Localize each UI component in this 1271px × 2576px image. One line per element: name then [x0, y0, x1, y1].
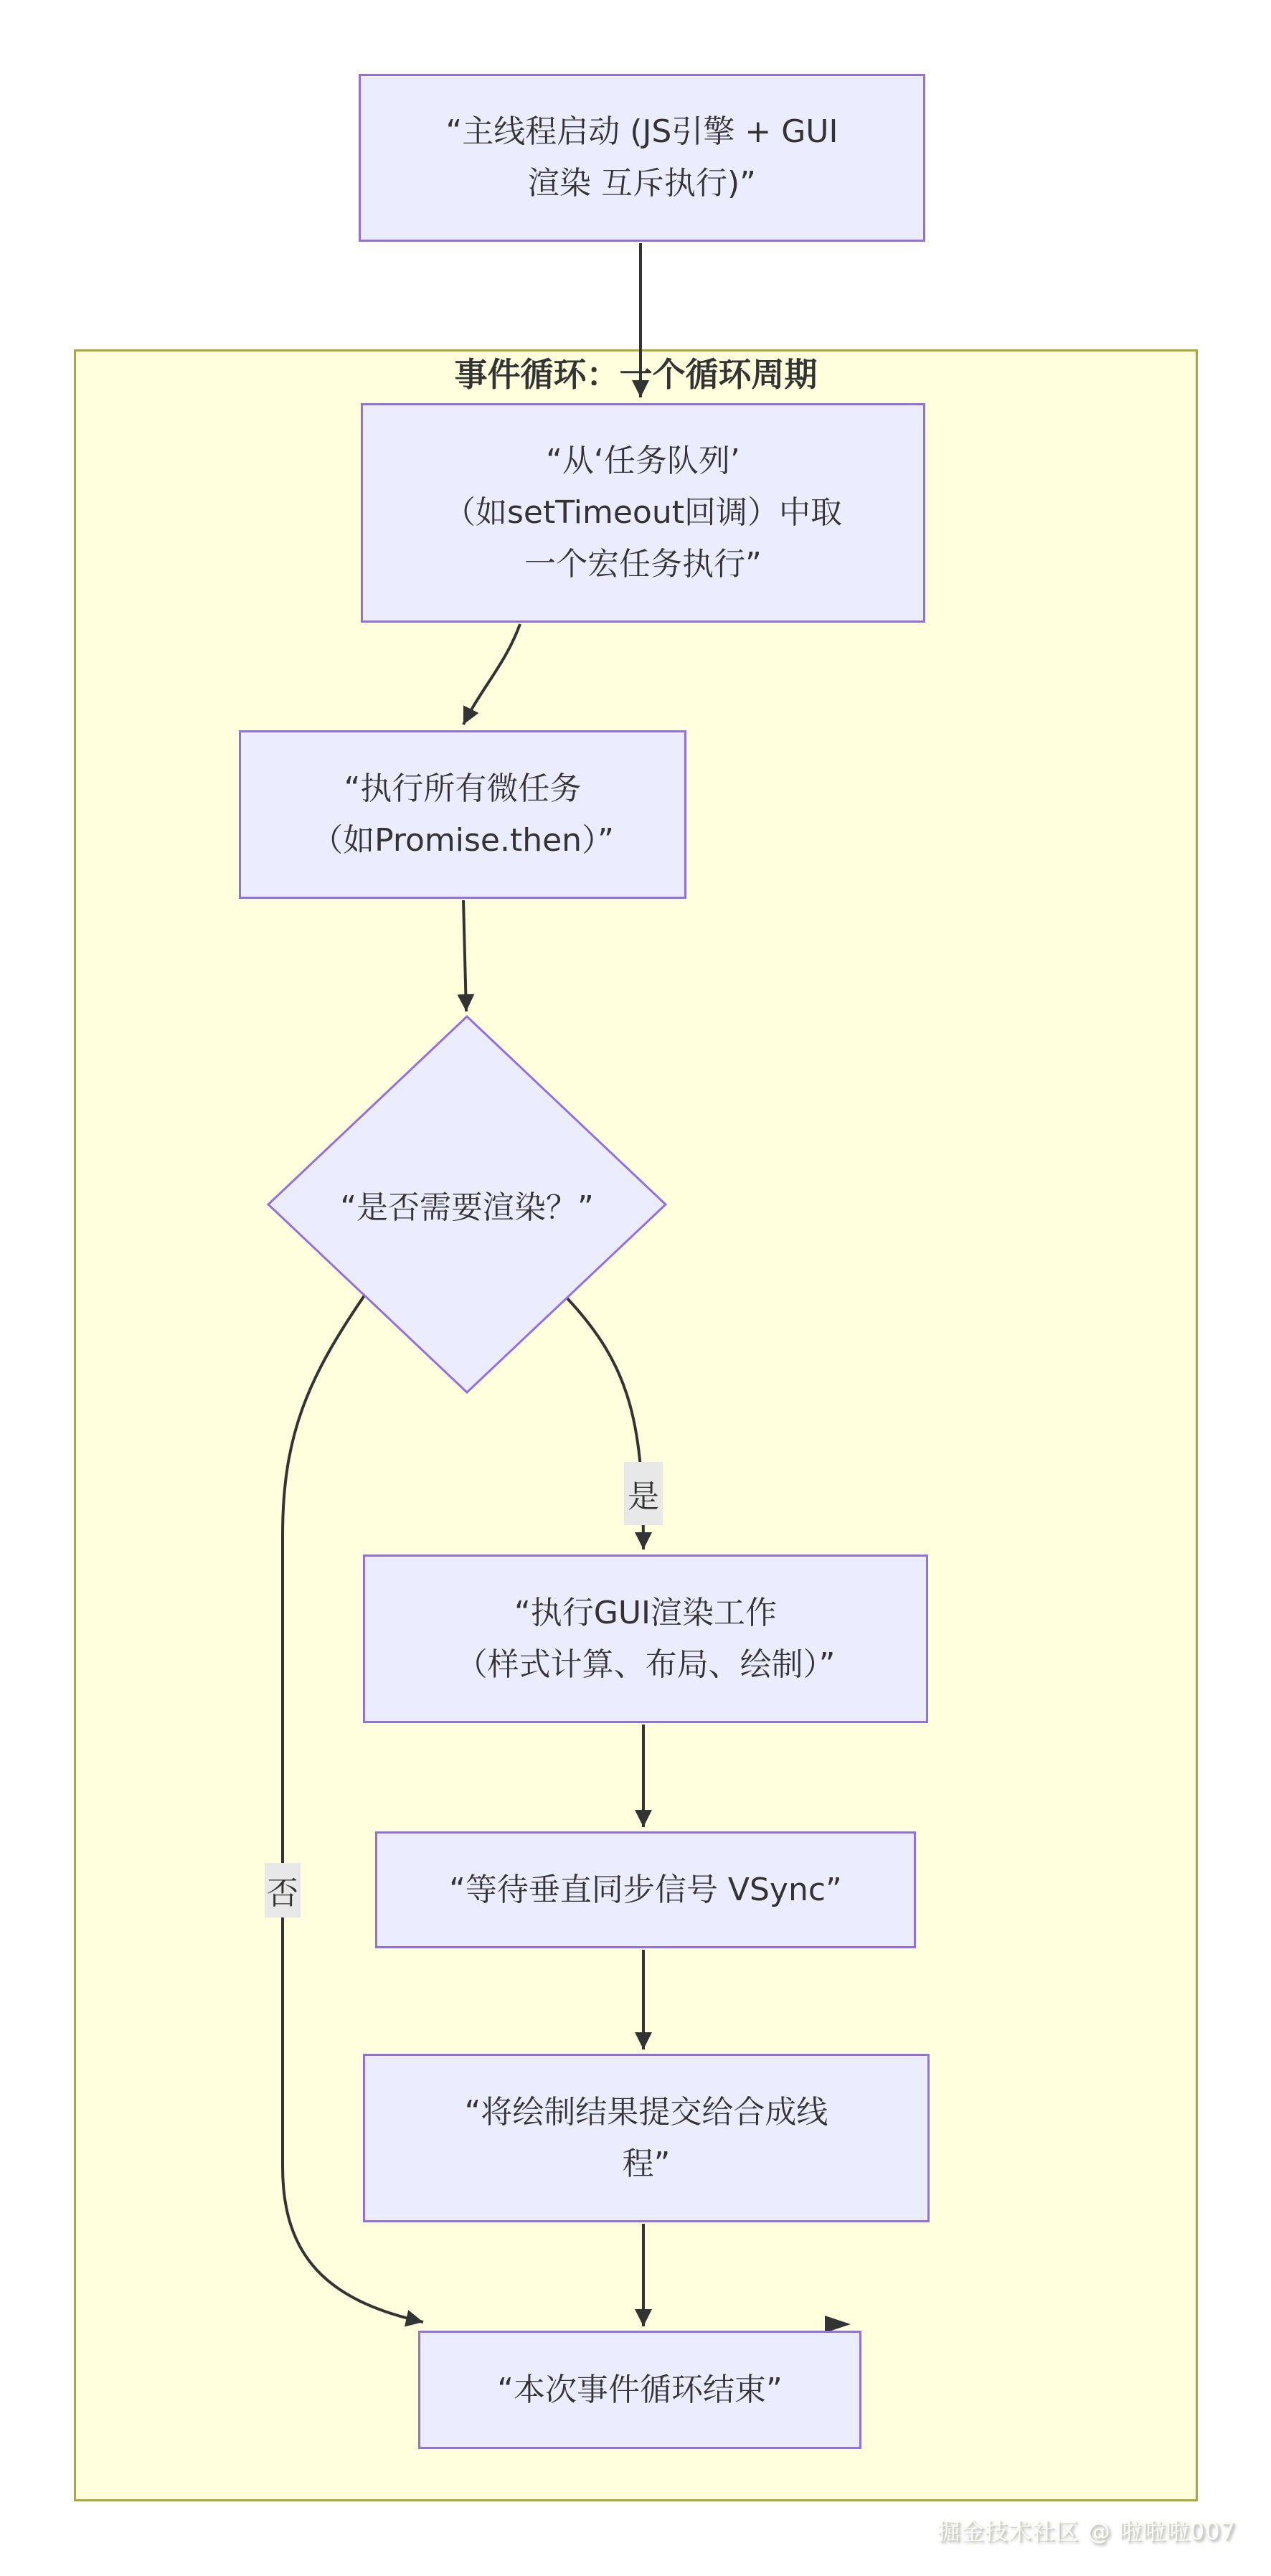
- node-commit-line1: “将绘制结果提交给合成线: [464, 2093, 828, 2131]
- node-macro-task-line2: （如setTimeout回调）中取: [444, 494, 842, 531]
- node-main-thread-line2: 渲染 互斥执行)”: [528, 165, 756, 202]
- watermark: 掘金技术社区 @ 啦啦啦007: [937, 2518, 1236, 2545]
- node-vsync-label: “等待垂直同步信号 VSync”: [449, 1871, 842, 1908]
- node-main-thread-line1: “主线程启动 (JS引擎 + GUI: [445, 113, 838, 150]
- node-macro-task-line3: 一个宏任务执行”: [524, 546, 762, 582]
- node-loop-end-label: “本次事件循环结束”: [497, 2371, 783, 2408]
- node-loop-end: [418, 2331, 861, 2449]
- node-commit: [363, 2054, 930, 2222]
- edge-micro-to-decision: [463, 900, 466, 1011]
- edge-label-yes-text: 是: [628, 1478, 659, 1515]
- edge-label-no-text: 否: [267, 1875, 298, 1912]
- node-need-render-label: “是否需要渲染？”: [340, 1189, 594, 1226]
- edge-macro-to-micro: [463, 624, 520, 725]
- node-macro-task-line1: “从‘任务队列’: [546, 443, 740, 479]
- node-need-render: [268, 1016, 666, 1392]
- subgraph-title: 事件循环：一个循环周期: [454, 355, 818, 394]
- node-gui-render-line2: （样式计算、布局、绘制）”: [455, 1646, 836, 1683]
- node-gui-render: [363, 1554, 928, 1723]
- node-gui-render-line1: “执行GUI渲染工作: [514, 1594, 778, 1631]
- node-commit-line2: 程”: [622, 2145, 671, 2182]
- node-micro-task-line1: “执行所有微任务: [344, 770, 582, 807]
- node-micro-task: [239, 730, 686, 899]
- node-micro-task-line2: （如Promise.then）”: [311, 821, 614, 859]
- node-macro-task: [361, 403, 925, 623]
- node-vsync: [375, 1831, 916, 1948]
- node-main-thread: [359, 74, 925, 242]
- edge-label-yes: [624, 1462, 663, 1525]
- edge-label-no: [265, 1863, 301, 1917]
